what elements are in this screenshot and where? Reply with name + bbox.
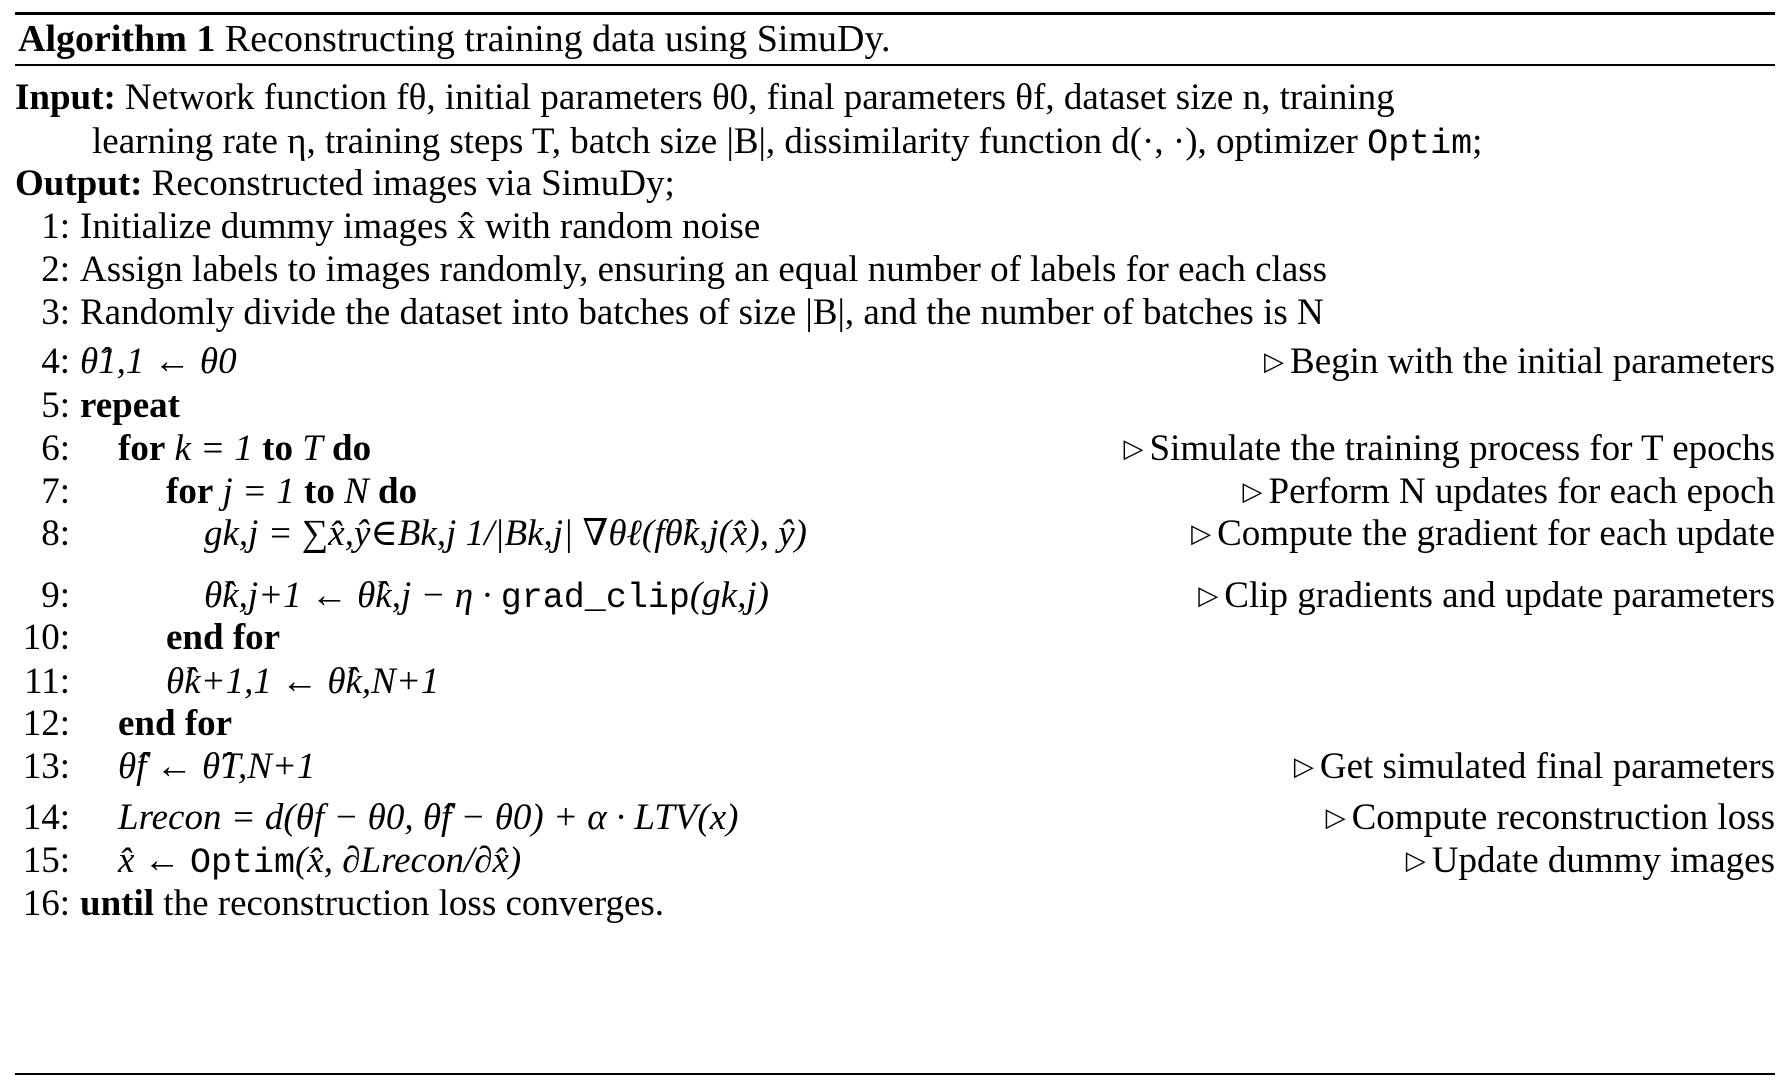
step-number: 13:: [22, 746, 70, 787]
step-text: x̂ ← Optim(x̂, ∂Lrecon/∂x̂): [118, 840, 522, 883]
step-comment: ▷ Compute reconstruction loss: [1325, 797, 1775, 838]
input-line-1: [15, 76, 1395, 120]
optim-code: Optim: [189, 843, 295, 883]
step-text: for k = 1 to T do: [118, 428, 372, 469]
step-number: 6:: [41, 428, 70, 469]
output-text: Reconstructed images via SimuDy;: [151, 163, 675, 204]
input-text-1: Network function fθ, initial parameters θ0, final parameters θf, dataset size n, training: [125, 77, 1395, 118]
algorithm-caption: [18, 17, 891, 61]
step-text: Randomly divide the dataset into batches of size |B|, and the number of batches is N: [80, 292, 1324, 333]
step-text: θ̂k+1,1 ← θ̂k,N+1: [166, 661, 440, 702]
step-number: 9:: [41, 575, 70, 616]
step-text: until the reconstruction loss converges.: [80, 883, 665, 924]
step-comment: ▷ Get simulated final parameters: [1293, 746, 1775, 787]
step-number: 12:: [22, 703, 70, 744]
step-number: 10:: [22, 617, 70, 658]
step-comment: ▷ Update dummy images: [1405, 840, 1775, 881]
algorithm-title: Reconstructing training data using SimuDy.: [224, 18, 891, 60]
step-comment: ▷ Simulate the training process for T epochs: [1123, 428, 1775, 469]
step-number: 16:: [22, 883, 70, 924]
step-text: θ̂k,j+1 ← θ̂k,j − η · grad_clip(gk,j): [204, 575, 769, 618]
step-text: gk,j = ∑x̂,ŷ∈Bk,j 1/|Bk,j| ∇θℓ(fθ̂k,j(x̂), ŷ): [204, 513, 807, 554]
step-keyword: end for: [118, 703, 233, 744]
step-number: 3:: [41, 292, 70, 333]
step-comment: ▷ Begin with the initial parameters: [1264, 341, 1775, 382]
step-number: 4:: [41, 341, 70, 382]
input-text-2: learning rate η, training steps T, batch size |B|, dissimilarity function d(·, ·), optimizer: [92, 121, 1358, 162]
step-text: θ̂1,1 ← θ0: [80, 341, 237, 382]
step-number: 11:: [24, 661, 70, 702]
step-number: 2:: [41, 249, 70, 290]
step-keyword: repeat: [80, 385, 180, 426]
step-number: 1:: [41, 206, 70, 247]
comment-marker-icon: ▷: [1198, 581, 1219, 610]
bottom-rule: [15, 1073, 1775, 1075]
step-number: 15:: [22, 840, 70, 881]
comment-marker-icon: ▷: [1325, 803, 1346, 832]
step-text: θ̂f ← θ̂T,N+1: [118, 746, 316, 787]
comment-marker-icon: ▷: [1293, 752, 1314, 781]
comment-marker-icon: ▷: [1242, 477, 1263, 506]
step-number: 7:: [41, 471, 70, 512]
caption-rule: [15, 64, 1775, 66]
step-text: Initialize dummy images x̂ with random noise: [80, 206, 761, 247]
comment-marker-icon: ▷: [1191, 519, 1212, 548]
step-text: for j = 1 to N do: [166, 471, 418, 512]
step-number: 5:: [41, 385, 70, 426]
grad-clip-code: grad_clip: [500, 578, 690, 618]
top-rule: [15, 12, 1775, 15]
step-comment: ▷ Clip gradients and update parameters: [1198, 575, 1775, 616]
input-line-2: [92, 120, 1482, 166]
output-line: [15, 162, 675, 206]
step-text: Lrecon = d(θf − θ0, θ̂f − θ0) + α · LTV(x): [118, 797, 739, 838]
step-comment: ▷ Compute the gradient for each update: [1191, 513, 1775, 554]
comment-marker-icon: ▷: [1405, 846, 1426, 875]
input-label: Input:: [15, 77, 116, 118]
algorithm-label: Algorithm 1: [18, 18, 216, 60]
input-end: ;: [1472, 121, 1483, 162]
step-text: Assign labels to images randomly, ensuring an equal number of labels for each class: [80, 249, 1328, 290]
step-comment: ▷ Perform N updates for each epoch: [1242, 471, 1775, 512]
comment-marker-icon: ▷: [1264, 347, 1285, 376]
input-optim-code: Optim: [1367, 124, 1473, 164]
step-keyword: end for: [166, 617, 281, 658]
output-label: Output:: [15, 163, 143, 204]
comment-marker-icon: ▷: [1123, 434, 1144, 463]
step-number: 8:: [41, 513, 70, 554]
step-number: 14:: [22, 797, 70, 838]
